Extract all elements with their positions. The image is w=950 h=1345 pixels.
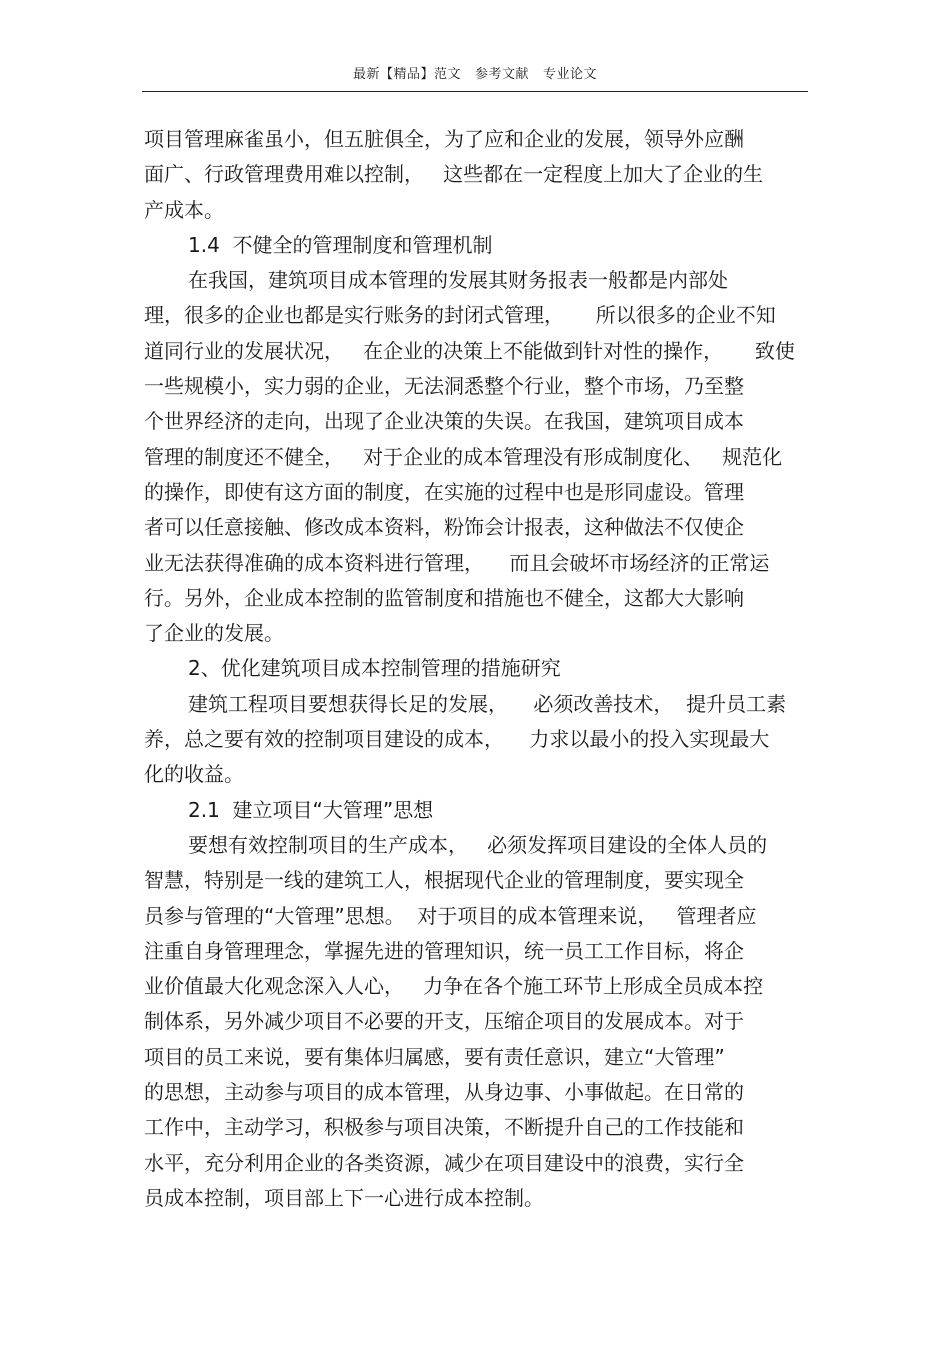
text-line: 制体系，另外减少项目不必要的开支，压缩企项目的发展成本。对于 [144,1009,744,1034]
text-line: 智慧，特别是一线的建筑工人，根据现代企业的管理制度，要实现全 [144,868,744,893]
text-line: 建筑工程项目要想获得长足的发展， 必须改善技术， 提升员工素 [188,691,787,716]
text-line: 行。另外，企业成本控制的监管制度和措施也不健全，这都大大影响 [144,585,744,610]
text-line: 项目的员工来说，要有集体归属感，要有责任意识，建立“大管理” [144,1044,725,1069]
text-line: 业无法获得准确的成本资料进行管理， 而且会破坏市场经济的正常运 [144,550,770,575]
text-line: 养，总之要有效的控制项目建设的成本， 力求以最小的投入实现最大 [144,727,770,752]
text-line: 的思想，主动参与项目的成本管理，从身边事、小事做起。在日常的 [144,1080,744,1105]
text-line: 注重自身管理理念，掌握先进的管理知识，统一员工工作目标，将企 [144,938,744,963]
text-line: 了企业的发展。 [144,621,284,646]
text-line: 道同行业的发展状况， 在企业的决策上不能做到针对性的操作， 致使 [144,338,795,363]
text-line: 项目管理麻雀虽小，但五脏俱全，为了应和企业的发展，领导外应酬 [144,127,744,151]
text-line: 理，很多的企业也都是实行账务的封闭式管理， 所以很多的企业不知 [144,303,776,328]
text-line: 2、优化建筑项目成本控制管理的措施研究 [188,656,561,681]
text-line: 者可以任意接触、修改成本资料，粉饰会计报表，这种做法不仅使企 [144,515,744,540]
text-line: 在我国，建筑项目成本管理的发展其财务报表一般都是内部处 [188,268,728,293]
text-line: 2.1 建立项目“大管理”思想 [188,797,434,822]
text-line: 面广、行政管理费用难以控制， 这些都在一定程度上加大了企业的生 [144,162,764,187]
header-item-papers: 专业论文 [543,67,598,82]
text-line: 的操作，即使有这方面的制度，在实施的过程中也是形同虚设。管理 [144,479,744,504]
text-line: 化的收益。 [144,762,244,787]
text-line: 产成本。 [144,197,224,222]
document-body [144,122,808,1216]
header-item-featured: 最新【精品】范文 [352,67,461,82]
header-item-references: 参考文献 [474,67,529,82]
text-line: 员参与管理的“大管理”思想。 对于项目的成本管理来说， 管理者应 [144,903,757,928]
text-line: 业价值最大化观念深入人心， 力争在各个施工环节上形成全员成本控 [144,974,764,999]
text-line: 水平，充分利用企业的各类资源，减少在项目建设中的浪费，实行全 [144,1150,744,1175]
text-line: 工作中，主动学习，积极参与项目决策，不断提升自己的工作技能和 [144,1115,744,1140]
header-divider [142,91,808,92]
text-line: 1.4 不健全的管理制度和管理机制 [188,232,493,257]
text-line: 管理的制度还不健全， 对于企业的成本管理没有形成制度化、 规范化 [144,444,783,469]
text-line: 一些规模小，实力弱的企业，无法洞悉整个行业，整个市场，乃至整 [144,374,744,399]
page-header [142,66,808,84]
text-line: 员成本控制，项目部上下一心进行成本控制。 [144,1185,544,1210]
text-line: 要想有效控制项目的生产成本， 必须发挥项目建设的全体人员的 [188,832,768,857]
text-line: 个世界经济的走向，出现了企业决策的失误。在我国，建筑项目成本 [144,409,744,434]
